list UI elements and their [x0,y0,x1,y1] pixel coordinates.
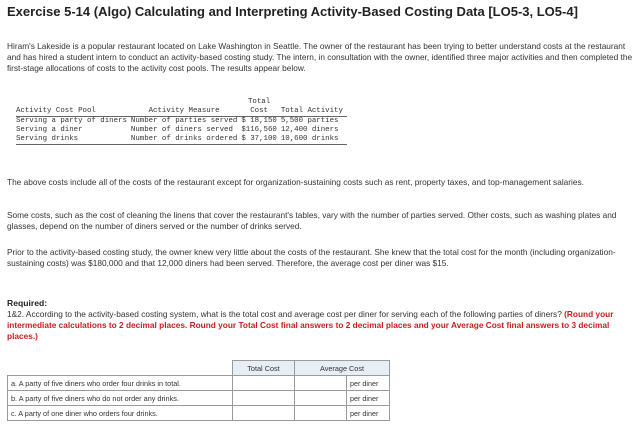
cost-header-top: Total [247,98,271,106]
party-label: b. A party of five diners who do not order any drinks. [8,391,233,406]
table-row [8,406,390,421]
measure-cell: Number of drinks ordered [131,135,241,145]
average-cost-input[interactable] [298,407,343,419]
pool-cell: Serving a party of diners [16,117,127,125]
total-cost-input[interactable] [236,407,291,419]
intro-paragraph: Hiram's Lakeside is a popular restaurant located on Lake Washington in Seattle. The owner of the restaurant has been trying to better understand costs at the restaurant and has hired a student intern to conduct an activity-based costing study. The intern, in consultation with the owner, identified three major activities and then completed the first-stage allocations of costs to the activity cost pools. The results appear below. [7,41,633,74]
table-row [8,391,390,406]
header-total-activity: Total Activity [281,107,347,117]
activity-cell: 5,500 parties [280,117,339,125]
cost-cell: $ 18,150 [241,117,277,125]
header-activity-cost-pool: Activity Cost Pool [16,107,131,117]
measure-cell: Number of diners served [130,126,233,134]
party-label: a. A party of five diners who order four drinks in total. [8,376,233,391]
average-cost-input[interactable] [298,392,343,404]
required-text: 1&2. According to the activity-based costing system, what is the total cost and average cost per diner for serving each of the following parties of diners? [7,309,565,319]
required-label: Required: [7,298,48,308]
prior-knowledge-paragraph: Prior to the activity-based costing study, the owner knew very little about the costs of the restaurant. She knew that the total cost for the month (including organization-sustaining costs) was $180,000 and that 12,000 diners had been served. Therefore, the average cost per diner was $15. [7,247,616,269]
average-cost-input[interactable] [298,377,343,389]
required-instructions [7,309,635,343]
costs-included-paragraph: The above costs include all of the costs of the restaurant except for organization-sustaining costs such as rent, property taxes, and top-management salaries. [7,177,584,187]
header-average-cost: Average Cost [295,361,390,376]
per-diner-label: per diner [347,406,390,421]
total-cost-cell [233,376,295,391]
party-label: c. A party of one diner who orders four drinks. [8,406,233,421]
table-row [16,135,347,145]
cost-cell: $ 37,100 [241,135,280,145]
total-cost-cell [233,391,295,406]
activity-cell: 10,600 drinks [281,135,347,145]
average-cost-cell [295,406,347,421]
pool-cell: Serving a diner [16,126,83,134]
cost-cell: $116,560 [241,126,277,134]
cost-drivers-paragraph: Some costs, such as the cost of cleaning the linens that cover the restaurant's tables, vary with the number of parties served. Other costs, such as washing plates and glasses, depend on the number of diners served or the number of drinks served. [7,210,617,232]
header-cost: Cost [241,107,280,117]
page-title: Exercise 5-14 (Algo) Calculating and Interpreting Activity-Based Costing Data [LO5-3, LO5-4] [7,4,578,19]
table-row [8,376,390,391]
average-cost-cell [295,391,347,406]
header-activity-measure: Activity Measure [131,107,241,117]
total-cost-cell [233,406,295,421]
activity-cell: 12,400 diners [280,126,339,134]
per-diner-label: per diner [347,391,390,406]
activity-cost-table [16,98,347,145]
total-cost-input[interactable] [236,377,291,389]
table-row [16,126,347,135]
per-diner-label: per diner [347,376,390,391]
rounding-instructions: (Round your intermediate calculations to 2 decimal places. Round your Total Cost final answers to 2 decimal places and your Average Cost final answers to 3 decimal places.) [7,309,614,342]
pool-cell: Serving drinks [16,135,131,145]
total-cost-input[interactable] [236,392,291,404]
measure-cell: Number of parties served [130,117,238,125]
table-row [16,117,347,127]
average-cost-cell [295,376,347,391]
header-total-cost: Total Cost [233,361,295,376]
answer-table [7,360,390,421]
